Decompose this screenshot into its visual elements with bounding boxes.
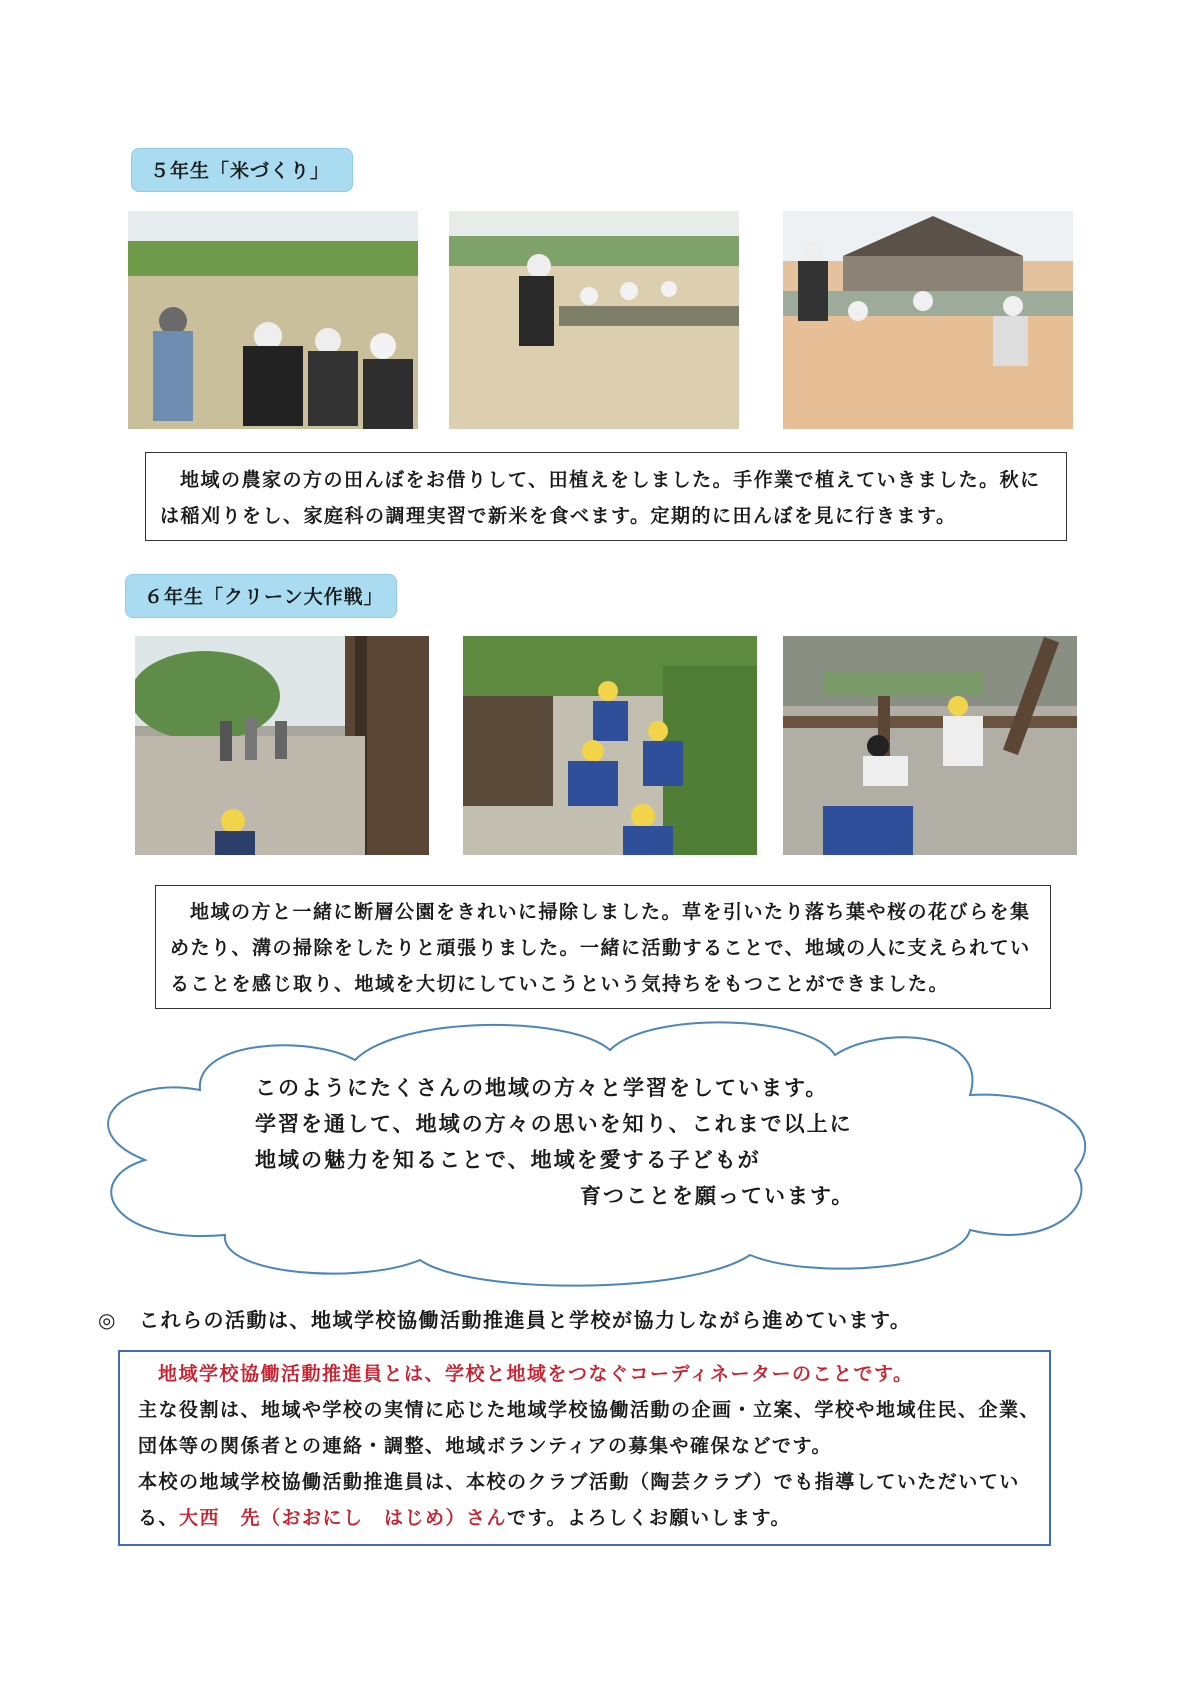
cloud-line-3: 地域の魅力を知ることで、地域を愛する子どもが	[255, 1148, 761, 1172]
photo-cleanup-2	[463, 636, 757, 855]
photo-cleanup-1	[135, 636, 429, 855]
coordinator-name: 大西 先（おおにし はじめ）さん	[179, 1507, 508, 1529]
section1-heading: ５年生「米づくり」	[131, 148, 353, 192]
cloud-line-1: このようにたくさんの地域の方々と学習をしています。	[255, 1076, 829, 1100]
coordinator-note	[98, 1304, 911, 1333]
section2-description-box	[155, 885, 1051, 1009]
cloud-line-2: 学習を通して、地域の方々の思いを知り、これまで以上に	[255, 1112, 853, 1136]
section1-description-box	[145, 452, 1067, 541]
section2-heading: ６年生「クリーン大作戦」	[125, 574, 397, 618]
photo-cleanup-3	[783, 636, 1077, 855]
double-circle-icon: ◎	[98, 1308, 117, 1332]
info-body-2	[138, 1464, 1049, 1536]
message-cloud	[90, 1020, 1100, 1290]
section2-description: 地域の方と一緒に断層公園をきれいに掃除しました。草を引いたり落ち葉や桜の花びらを集めたり、溝の掃除をしたりと頑張りました。一緒に活動することで、地域の人に支えられていることを感じ取り、地域を大切にしていこうという気持ちをもつことができました。	[170, 901, 1031, 995]
coordinator-info-box	[118, 1350, 1051, 1546]
info-body-2-text: 本校の地域学校協働活動推進員は、本校のクラブ活動（陶芸クラブ）でも指導していただいている、	[138, 1471, 1020, 1529]
info-body-1: 主な役割は、地域や学校の実情に応じた地域学校協働活動の企画・立案、学校や地域住民、企業、団体等の関係者との連絡・調整、地域ボランティアの募集や確保などです。	[138, 1399, 1041, 1457]
coordinator-note-text: これらの活動は、地域学校協働活動推進員と学校が協力しながら進めています。	[138, 1308, 912, 1332]
info-body-3: です。よろしくお願いします。	[507, 1507, 791, 1529]
section1-description: 地域の農家の方の田んぼをお借りして、田植えをしました。手作業で植えていきました。秋には稲刈りをし、家庭科の調理実習で新米を食べます。定期的に田んぼを見に行きます。	[160, 469, 1041, 527]
photo-rice-planting-2	[449, 211, 739, 429]
info-title: 地域学校協働活動推進員とは、学校と地域をつなぐコーディネーターのことです。	[158, 1363, 914, 1385]
photo-rice-planting-1	[128, 211, 418, 429]
photo-rice-planting-3	[783, 211, 1073, 429]
cloud-line-4: 育つことを願っています。	[580, 1184, 855, 1208]
